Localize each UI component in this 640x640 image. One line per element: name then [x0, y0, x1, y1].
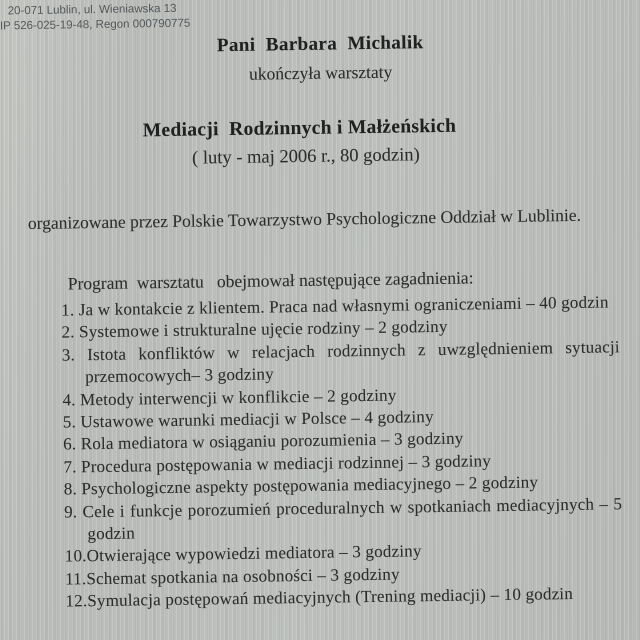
list-item: 8. Psychologiczne aspekty postępowania mediacyjnego – 2 godziny	[63, 472, 539, 499]
list-item: 4. Metody interwencji w konflikcie – 2 godziny	[62, 385, 397, 410]
list-item: 12.Symulacja postępowań mediacyjnych (Trening mediacji) – 10 godzin	[65, 584, 574, 611]
list-item: 1. Ja w kontakcie z klientem. Praca nad własnymi ograniczeniami – 40 godzin	[61, 292, 609, 320]
list-item: 2. Systemowe i strukturalne ujęcie rodziny – 2 godziny	[61, 317, 448, 342]
course-period: ( luty - maj 2006 r., 80 godzin)	[191, 145, 420, 169]
completion-statement: ukończyła warsztaty	[248, 61, 393, 84]
list-item: 10.Otwierające wypowiedzi mediatora – 3 godziny	[64, 541, 422, 567]
program-heading: Program warsztatu obejmował następujące zagadnienia:	[67, 267, 474, 294]
list-item: 3. Istota konfliktów w relacjach rodzinnych z uwzględnieniem sytuacji przemocowych– 3 godziny	[61, 337, 620, 387]
letterhead-address: 20-071 Lublin, ul. Wieniawska 13	[7, 2, 177, 18]
list-item: 6. Rola mediatora w osiąganiu porozumienia – 3 godziny	[63, 429, 464, 454]
list-item: 11.Schemat spotkania na osobności – 3 godziny	[65, 564, 400, 589]
list-item: 7. Procedura postępowania w mediacji rodzinnej – 3 godziny	[63, 451, 492, 477]
organizer-line: organizowane przez Polskie Towarzystwo Psychologiczne Oddział w Lublinie.	[27, 204, 582, 234]
letterhead	[0, 2, 190, 35]
recipient-name: Pani Barbara Michalik	[216, 32, 424, 57]
list-item: 5. Ustawowe warunki mediacji w Polsce – 4 godziny	[62, 407, 434, 432]
list-item: 9. Cele i funkcje porozumień proceduralnych w spotkaniach mediacyjnych – 5 godzin	[64, 493, 623, 544]
program-list	[61, 291, 624, 613]
letterhead-tax-ids: IP 526-025-19-48, Regon 000790775	[0, 17, 191, 33]
course-title: Mediacji Rodzinnych i Małżeńskich	[142, 115, 457, 142]
